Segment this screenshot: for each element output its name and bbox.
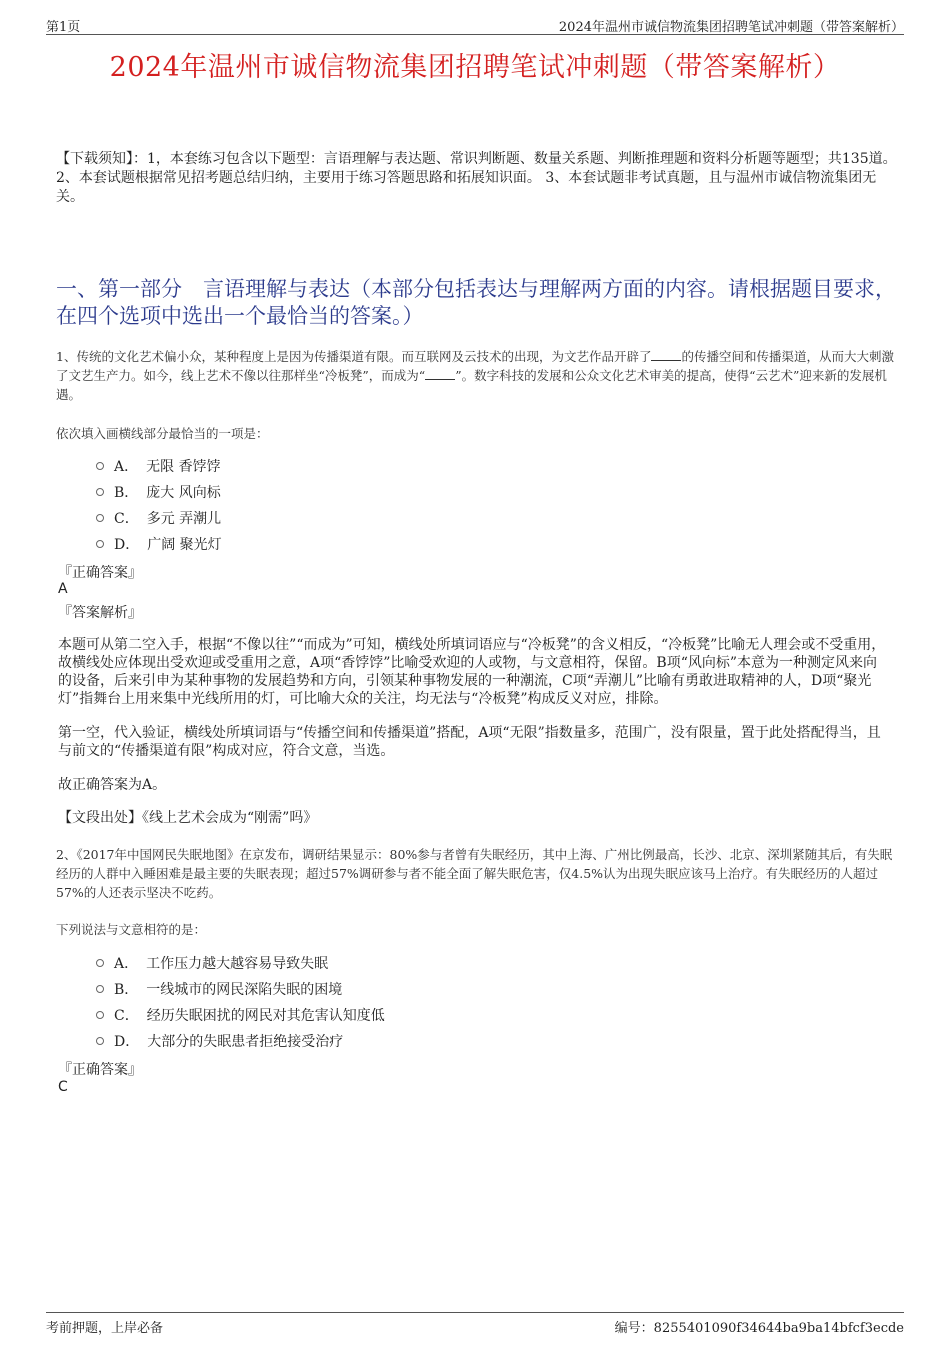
download-notice: 【下载须知】：1，本套练习包含以下题型：言语理解与表达题、常识判断题、数量关系题、判断推理题和资料分析题等题型；共135道。 2、本套试题根据常见招考题总结归纳，主要用于练习答题思路和拓展知识面。 3、本套试题非考试真题，且与温州市诚信物流集团无关。 [56,151,897,205]
fill-blank-1 [651,348,681,361]
question-2-text: 2、《2017年中国网民失眠地图》在京发布，调研结果显示：80%参与者曾有失眠经历，其中上海、广州比例最高，长沙、北京、深圳紧随其后，有失眠经历的人群中入睡困难是最主要的失眠表现；超过57%调研参与者不能全面了解失眠危害，仅4.5%认为出现失眠应该马上治疗。有失眠经历的人超过57%的人还表示坚决不吃药。 [56,847,893,900]
radio-icon[interactable] [96,985,104,993]
option-b[interactable] [96,976,385,1002]
option-letter: C． [114,511,139,527]
option-text: 大部分的失眠患者拒绝接受治疗 [147,1034,344,1050]
footer-doc-id: 编号：8255401090f34644ba9ba14bfcf3ecde [614,1321,904,1336]
option-letter: D． [114,1034,140,1050]
page-footer [46,1312,904,1336]
analysis-paragraph-2: 第一空，代入验证，横线处所填词语与“传播空间和传播渠道”搭配，A项“无限”指数量多，范围广，没有限量，置于此处搭配得当，且与前文的“传播渠道有限”构成对应，符合文意，当选。 [58,725,881,759]
option-c[interactable] [96,1002,385,1028]
radio-icon[interactable] [96,959,104,967]
answer-label: 『正确答案』 [58,1062,142,1078]
option-letter: B． [114,982,139,998]
document-title: 2024年温州市诚信物流集团招聘笔试冲刺题（带答案解析） [109,52,841,83]
option-text: 一线城市的网民深陷失眠的困境 [146,982,343,998]
analysis-paragraph-1: 本题可从第二空入手，根据“不像以往”“而成为”可知，横线处所填词语应与“冷板凳”的含义相反，“冷板凳”比喻无人理会或不受重用，故横线处应体现出受欢迎或受重用之意，A项“香饽饽”比喻受欢迎的人或物，与文意相符，保留。B项“风向标”本意为一种测定风来向的设备，后来引申为某种事物的发展趋势和方向，引领某种事物发展的一种潮流，C项“弄潮儿”比喻有勇敢进取精神的人，D项“聚光灯”指舞台上用来集中光线所用的灯，可比喻大众的关注，均无法与“冷板凳”构成反义对应，排除。 [58,637,886,707]
question-1-options [96,453,222,557]
answer-value: C [58,1079,68,1095]
header-doc-title: 2024年温州市诚信物流集团招聘笔试冲刺题（带答案解析） [558,20,904,35]
question-1-text [56,347,898,404]
q1-text-part-2: 的传播空间和传播渠道，从而大大刺激了文艺生产力。如今，线上艺术不像以往那样坐“冷板凳”，而成为“ [56,349,894,383]
option-letter: C． [114,1008,139,1024]
radio-icon[interactable] [96,1011,104,1019]
option-text: 多元 弄潮儿 [146,511,222,527]
question-2-prompt: 下列说法与文意相符的是： [56,922,207,937]
answer-value: A [58,581,68,597]
source-citation: 【文段出处】《线上艺术会成为“刚需”吗》 [58,810,318,826]
option-letter: D． [114,537,140,553]
page-header [46,14,904,35]
option-text: 经历失眠困扰的网民对其危害认知度低 [146,1008,385,1024]
radio-icon[interactable] [96,1037,104,1045]
analysis-conclusion: 故正确答案为A。 [58,777,167,793]
option-b[interactable] [96,479,222,505]
answer-label: 『正确答案』 [58,565,142,581]
option-text: 工作压力越大越容易导致失眠 [146,956,329,972]
radio-icon[interactable] [96,540,104,548]
option-letter: B． [114,485,139,501]
analysis-label: 『答案解析』 [58,605,142,621]
option-d[interactable] [96,1028,385,1054]
option-a[interactable] [96,453,222,479]
page-number: 第1页 [46,20,81,35]
option-letter: A． [114,459,139,475]
q1-text-part-3: ”。数字科技的发展和公众文化艺术审美的提高，使得“云艺术”迎来新的发展机遇。 [56,368,887,402]
radio-icon[interactable] [96,462,104,470]
fill-blank-2 [425,367,455,380]
option-d[interactable] [96,531,222,557]
radio-icon[interactable] [96,488,104,496]
radio-icon[interactable] [96,514,104,522]
option-text: 无限 香饽饽 [146,459,221,475]
section-heading: 一、第一部分 言语理解与表达（本部分包括表达与理解两方面的内容。请根据题目要求，在四个选项中选出一个最恰当的答案。） [56,277,896,328]
question-2-options [96,950,385,1054]
footer-slogan: 考前押题，上岸必备 [46,1321,164,1336]
question-1-prompt: 依次填入画横线部分最恰当的一项是： [56,426,269,441]
option-text: 庞大 风向标 [146,485,221,501]
option-a[interactable] [96,950,385,976]
q1-text-part-1: 1、传统的文化艺术偏小众，某种程度上是因为传播渠道有限。而互联网及云技术的出现，为文艺作品开辟了 [56,349,652,364]
option-c[interactable] [96,505,222,531]
option-text: 广阔 聚光灯 [147,537,222,553]
option-letter: A． [114,956,139,972]
